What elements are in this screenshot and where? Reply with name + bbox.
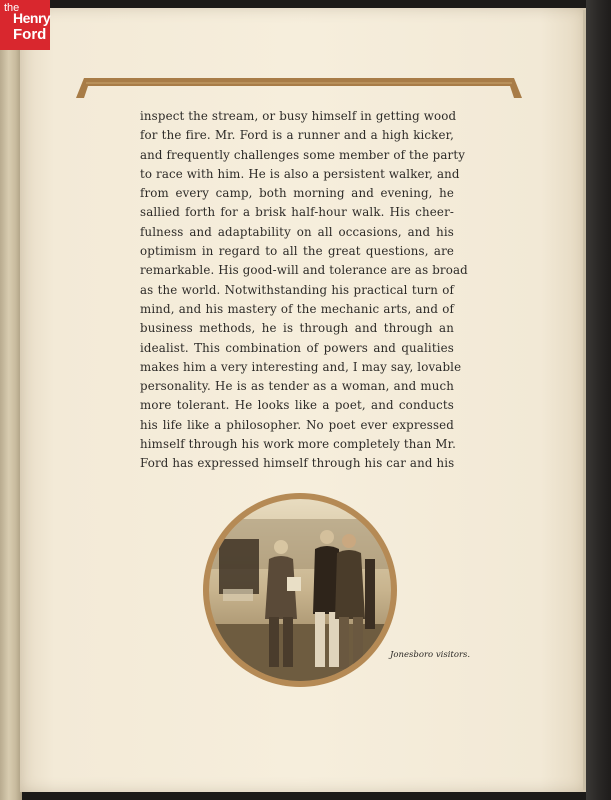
body-text-line: as the world. Notwithstanding his practical turn of bbox=[140, 282, 454, 297]
body-text-line: inspect the stream, or busy himself in getting wood bbox=[140, 109, 457, 123]
body-text-line: personality. He is as tender as a woman, and much bbox=[140, 379, 454, 394]
photo-frame bbox=[203, 493, 397, 687]
body-text-line: remarkable. His good-will and tolerance are as broad bbox=[140, 263, 468, 278]
body-text-line: to race with him. He is also a persistent walker, and bbox=[140, 166, 460, 181]
jonesboro-visitors-photo bbox=[209, 499, 391, 681]
body-text-line: mind, and his mastery of the mechanic arts, and of bbox=[140, 301, 454, 316]
henry-ford-logo bbox=[0, 0, 50, 50]
body-text-line: more tolerant. He looks like a poet, and conducts bbox=[140, 398, 454, 413]
decorative-header-rule bbox=[74, 74, 524, 100]
photo-caption: Jonesboro visitors. bbox=[390, 650, 471, 660]
body-text bbox=[140, 107, 468, 474]
body-text-line: optimism in regard to all the great questions, are bbox=[140, 244, 454, 259]
logo-the: the bbox=[4, 2, 20, 14]
body-text-line: his life like a philosopher. No poet ever expressed bbox=[140, 417, 454, 432]
body-text-line: sallied forth for a brisk half-hour walk. His cheer- bbox=[140, 205, 454, 220]
body-text-line: and frequently challenges some member of the party bbox=[140, 147, 466, 162]
body-text-line: from every camp, both morning and evening, he bbox=[140, 186, 454, 201]
logo-ford: Ford bbox=[13, 26, 47, 43]
book-spine-left bbox=[0, 0, 22, 800]
body-text-line: for the fire. Mr. Ford is a runner and a high kicker, bbox=[140, 128, 454, 143]
book-cover-right bbox=[586, 0, 611, 800]
logo-henry: Henry bbox=[13, 10, 51, 26]
body-text-line: business methods, he is through and through an bbox=[140, 321, 454, 336]
body-text-line: Ford has expressed himself through his car and his bbox=[140, 456, 455, 471]
body-text-line: himself through his work more completely than Mr. bbox=[140, 437, 456, 452]
body-text-line: fulness and adaptability on all occasions, and his bbox=[140, 224, 454, 239]
body-text-line: makes him a very interesting and, I may say, lovable bbox=[140, 359, 462, 374]
body-text-line: idealist. This combination of powers and qualities bbox=[140, 340, 454, 355]
